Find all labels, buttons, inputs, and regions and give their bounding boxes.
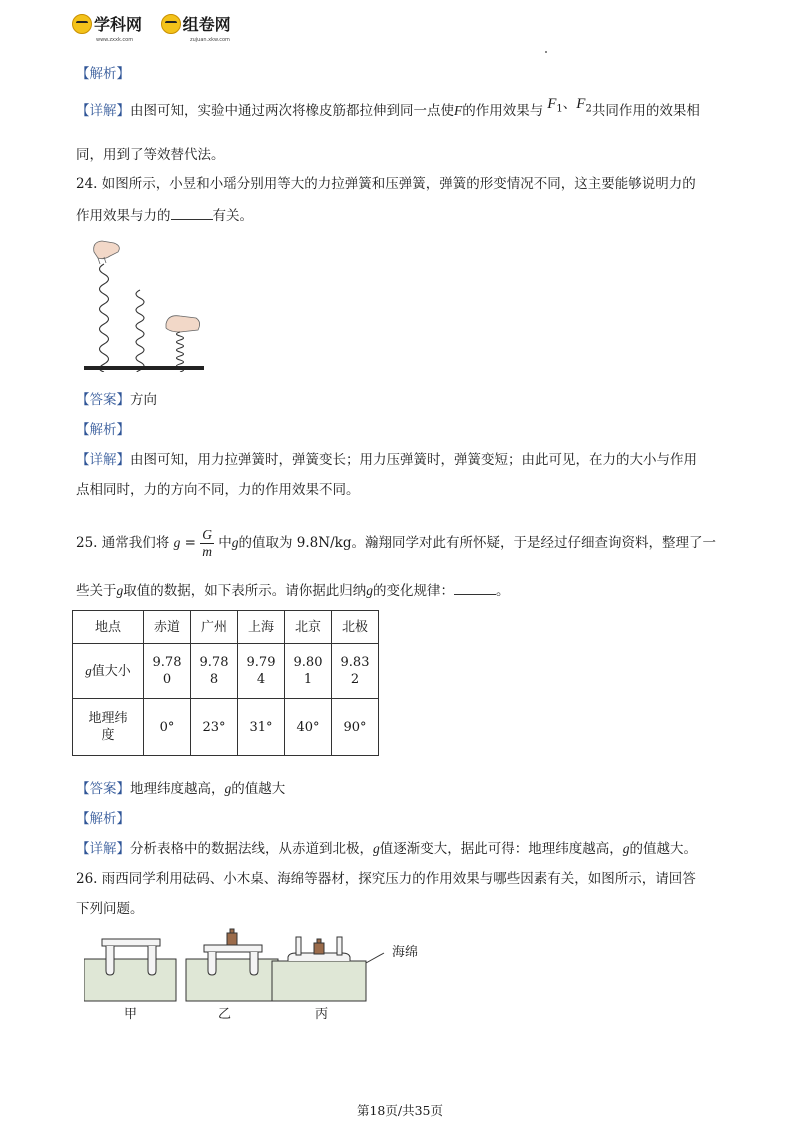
weight-icon bbox=[227, 933, 237, 945]
logo-mascot-icon bbox=[72, 14, 92, 34]
table-cell: 广州 bbox=[191, 611, 238, 644]
q24-stem-line1: 24. 如图所示，小昱和小瑶分别用等大的力拉弹簧和压弹簧，弹簧的形变情况不同，这主要能够说明力的 bbox=[76, 176, 696, 192]
table-cell: 地理纬 度 bbox=[73, 699, 144, 756]
spring-natural bbox=[136, 290, 144, 372]
table-cell: 40° bbox=[285, 699, 332, 756]
table-cell: g值大小 bbox=[73, 644, 144, 699]
label-jia: 甲 bbox=[124, 1007, 138, 1022]
label-yi: 乙 bbox=[218, 1007, 232, 1022]
base-board bbox=[84, 366, 204, 370]
dot-mark bbox=[545, 51, 547, 53]
table-cell: 赤道 bbox=[144, 611, 191, 644]
table-row bbox=[73, 611, 379, 644]
q24-detail-line1: 【详解】由图可知，用力拉弹簧时，弹簧变长；用力压弹簧时，弹簧变短；由此可见，在力的大小与作用 bbox=[76, 452, 697, 468]
q24-analysis-tag: 【解析】 bbox=[76, 422, 130, 438]
weight-icon bbox=[314, 943, 324, 954]
table-cell: 0° bbox=[144, 699, 191, 756]
q25-stem-line1: 25. 通常我们将 g = $\frac{G}{m}$ 中g的值取为 9.8N/kg。瀚翔同学对此有所怀疑，于是经过仔细查询资料，整理了一 bbox=[76, 527, 716, 559]
logo-zujuanwang: 组卷网 bbox=[182, 15, 231, 34]
q25-stem-line2: 些关于g取值的数据，如下表所示。请你据此归纳g的变化规律： 。 bbox=[76, 580, 510, 601]
springs-figure bbox=[84, 238, 210, 372]
gravity-table bbox=[72, 610, 379, 756]
fraction-G-over-m: $\frac{G}{m}$ bbox=[202, 527, 212, 559]
q25-analysis-tag: 【解析】 bbox=[76, 811, 130, 827]
answer-blank bbox=[454, 580, 496, 595]
spring-stretched bbox=[100, 264, 109, 372]
q24-detail-line2: 点相同时，力的方向不同，力的作用效果不同。 bbox=[76, 482, 360, 498]
table-cell: 北极 bbox=[332, 611, 379, 644]
answer-blank bbox=[171, 205, 213, 220]
table-cell: 北京 bbox=[285, 611, 332, 644]
q23-detail-line2: 同，用到了等效替代法。 bbox=[76, 147, 225, 163]
table-cell: 上海 bbox=[238, 611, 285, 644]
page-number: 第18页/共35页 bbox=[356, 1103, 444, 1118]
label-bing: 丙 bbox=[315, 1007, 329, 1022]
q23-analysis-tag: 【解析】 bbox=[76, 66, 130, 82]
hand-pull-icon bbox=[94, 241, 120, 264]
table-cell: 9.78 8 bbox=[191, 644, 238, 699]
table-cell: 9.79 4 bbox=[238, 644, 285, 699]
logo-url-1: www.zxxk.com bbox=[96, 37, 134, 43]
table-cell: 9.80 1 bbox=[285, 644, 332, 699]
pressure-figure bbox=[84, 925, 444, 1005]
setup-c bbox=[272, 937, 366, 1001]
q23-detail-line1: 【详解】由图可知，实验中通过两次将橡皮筋都拉伸到同一点使F的作用效果与 $F_1$、$F_2$共同作用的效果相 bbox=[76, 96, 700, 119]
logo-url-2: zujuan.xkw.com bbox=[190, 37, 230, 43]
table-cell: 23° bbox=[191, 699, 238, 756]
q24-answer: 【答案】方向 bbox=[76, 392, 157, 408]
table-cell: 9.78 0 bbox=[144, 644, 191, 699]
logo-xuekewang: 学科网 bbox=[94, 15, 143, 34]
hand-press-icon bbox=[166, 316, 200, 332]
q26-stem-line1: 26. 雨西同学利用砝码、小木桌、海绵等器材，探究压力的作用效果与哪些因素有关，如图所示，请回答 bbox=[76, 871, 696, 887]
table-cell: 地点 bbox=[73, 611, 144, 644]
table-row bbox=[73, 644, 379, 699]
logo-mascot-icon bbox=[161, 14, 181, 34]
q26-stem-line2: 下列问题。 bbox=[76, 901, 144, 917]
q24-stem-line2: 作用效果与力的 有关。 bbox=[76, 205, 253, 226]
table-cell: 90° bbox=[332, 699, 379, 756]
q25-detail: 【详解】分析表格中的数据法线，从赤道到北极，g值逐渐变大，据此可得：地理纬度越高，g的值越大。 bbox=[76, 841, 697, 857]
table-row bbox=[73, 699, 379, 756]
setup-b bbox=[186, 929, 278, 1001]
header-logos bbox=[72, 12, 272, 42]
q25-answer: 【答案】地理纬度越高，g的值越大 bbox=[76, 781, 286, 797]
label-sponge: 海绵 bbox=[392, 945, 419, 960]
setup-a bbox=[84, 939, 176, 1001]
table-cell: 9.83 2 bbox=[332, 644, 379, 699]
table-cell: 31° bbox=[238, 699, 285, 756]
